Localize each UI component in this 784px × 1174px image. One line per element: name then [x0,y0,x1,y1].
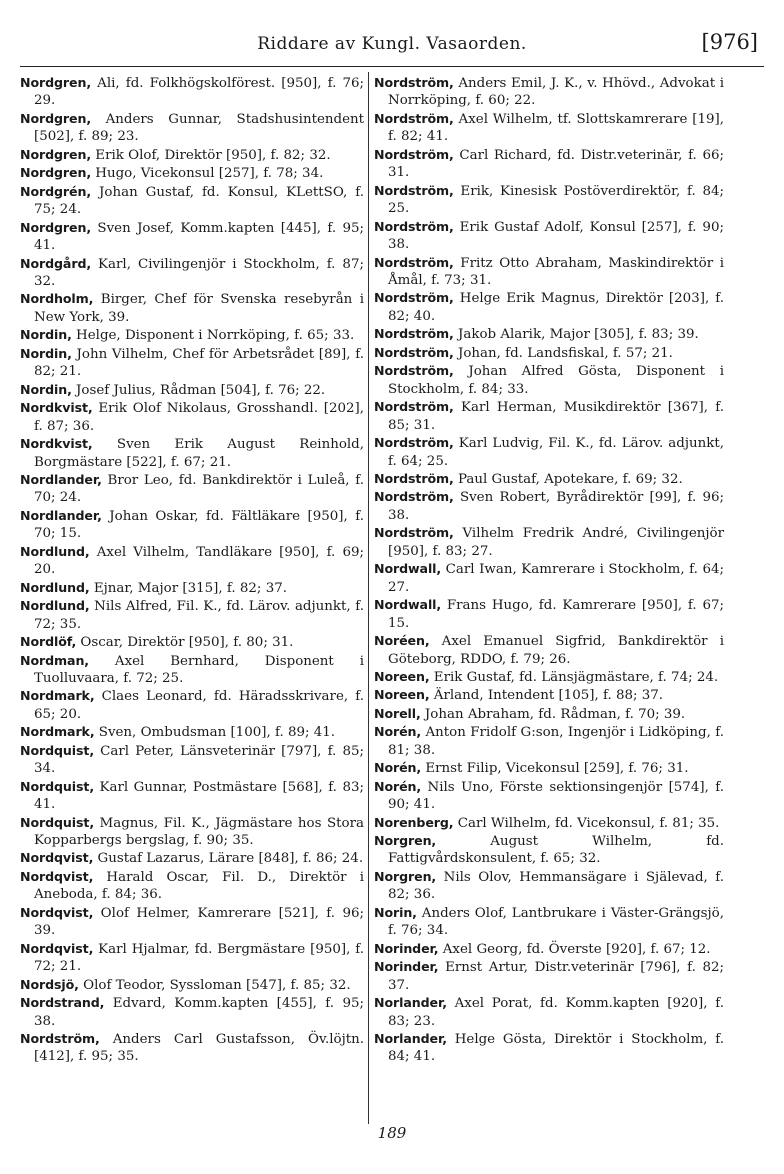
entry-surname: Nordström, [374,489,454,505]
entry-details: Axel Wilhelm, tf. Slottskamrerare [19], f. 82; 41. [388,111,724,145]
entry-surname: Norinder, [374,940,439,956]
entry-details: Carl Richard, fd. Distr.veterinär, f. 66; 31. [388,147,724,181]
entry-details: Sven, Ombudsman [100], f. 89; 41. [94,725,336,741]
register-entry [20,652,364,688]
register-entry [374,832,724,868]
entry-details: Erik, Kinesisk Postöverdirektör, f. 84; 25. [388,183,724,217]
register-entry [20,723,364,741]
entry-details: Josef Julius, Rådman [504], f. 76; 22. [71,382,326,398]
entry-surname: Nordström, [374,146,454,162]
entry-surname: Nordlander, [20,507,102,523]
entry-details: Erik Olof, Direktör [950], f. 82; 32. [91,147,331,163]
entry-details: Gustaf Lazarus, Lärare [848], f. 86; 24. [93,851,364,867]
entry-surname: Norinder, [374,959,439,975]
entry-details: Vilhelm Fredrik André, Civilingenjör [950], f. 83; 27. [388,526,724,559]
entry-details: August Wilhelm, fd. Fattigvårdskonsulent, f. 65; 32. [388,834,724,867]
register-entry [20,543,364,579]
entry-details: Magnus, Fil. K., Jägmästare hos Stora Kopparbergs bergslag, f. 90; 35. [34,815,364,849]
register-entry [374,218,724,254]
register-entry [20,976,364,994]
entry-details: Carl Peter, Länsveterinär [797], f. 85; 34. [34,743,364,777]
entry-surname: Nordquist, [20,814,95,830]
register-entry [374,686,724,704]
entry-surname: Nordqvist, [20,904,94,920]
entry-surname: Nordström, [374,182,454,198]
entry-surname: Nordlund, [20,598,90,614]
register-entry [20,579,364,597]
entry-details: Birger, Chef för Svenska resebyrån i New York, 39. [34,292,364,325]
entry-surname: Norén, [374,724,422,740]
entry-surname: Norgren, [374,868,437,884]
register-entry [374,398,724,434]
register-entry [374,778,724,814]
register-entry [374,994,724,1030]
entry-surname: Nordlund, [20,543,90,559]
entry-details: Frans Hugo, fd. Kamrerare [950], f. 67; 15. [388,598,724,631]
left-column [20,74,364,1066]
entry-surname: Noreen, [374,668,430,684]
register-entry [374,904,724,940]
entry-surname: Nordlund, [20,579,90,595]
entry-surname: Nordkvist, [20,436,93,452]
entry-surname: Nordgren, [20,146,92,162]
register-entry [20,940,364,976]
register-entry [374,110,724,146]
entry-details: Harald Oscar, Fil. D., Direktör i Aneboda, f. 84; 36. [34,869,364,903]
register-entry [20,146,364,164]
entry-surname: Nordwall, [374,561,442,577]
entry-surname: Norén, [374,760,422,776]
entry-surname: Nordquist, [20,742,95,758]
entry-details: Ejnar, Major [315], f. 82; 37. [89,580,287,596]
entry-details: Carl Wilhelm, fd. Vicekonsul, f. 81; 35. [453,815,720,831]
register-entry [374,524,724,560]
entry-details: Sven Josef, Komm.kapten [445], f. 95; 41. [34,220,364,254]
register-entry [374,759,724,777]
register-entry [374,362,724,398]
entry-details: Johan Abraham, fd. Rådman, f. 70; 39. [420,706,686,722]
entry-surname: Nordin, [20,327,72,343]
entry-details: Ernst Filip, Vicekonsul [259], f. 76; 31. [421,761,689,777]
register-entry [374,325,724,343]
entry-surname: Nordström, [374,525,454,541]
entry-details: Axel Emanuel Sigfrid, Bankdirektör i Göteborg, RDDO, f. 79; 26. [388,634,724,667]
entry-surname: Nordholm, [20,291,94,307]
entry-details: Erik Gustaf, fd. Länsjägmästare, f. 74; 24. [429,669,719,685]
entry-surname: Norin, [374,904,417,920]
register-entry [20,219,364,255]
register-entry [374,940,724,958]
entry-surname: Nordström, [374,399,454,415]
entry-details: Karl Herman, Musikdirektör [367], f. 85; 31. [388,400,724,433]
entry-surname: Noréen, [374,633,430,649]
right-column [374,74,724,1066]
entry-details: Ernst Artur, Distr.veterinär [796], f. 82; 37. [388,960,724,993]
register-entry [374,1030,724,1066]
entry-surname: Norgren, [374,833,437,849]
entry-surname: Nordström, [374,75,454,90]
register-entry [374,596,724,632]
entry-surname: Nordqvist, [20,940,94,956]
entry-surname: Nordström, [374,326,454,342]
entry-surname: Norlander, [374,1031,447,1047]
register-entry [20,399,364,435]
entry-surname: Nordlander, [20,471,102,487]
page-number: 189 [377,1124,407,1142]
entry-surname: Nordman, [20,652,89,668]
entry-details: John Vilhelm, Chef för Arbetsrådet [89], f. 82; 21. [34,346,364,380]
entry-details: Karl Gunnar, Postmästare [568], f. 83; 41. [34,779,364,813]
column-divider [368,72,369,1124]
entry-details: Erik Gustaf Adolf, Konsul [257], f. 90; 38. [388,219,724,253]
entry-details: Olof Helmer, Kamrerare [521], f. 96; 39. [34,905,364,939]
register-entry [20,435,364,471]
register-entry [374,814,724,832]
entry-surname: Norlander, [374,995,447,1011]
register-entry [374,344,724,362]
page-code: [976] [701,30,758,54]
entry-details: Sven Erik August Reinhold, Borgmästare [522], f. 67; 21. [34,437,364,470]
entry-details: Fritz Otto Abraham, Maskindirektör i Åmål, f. 73; 31. [388,255,724,288]
entry-surname: Nordström, [374,363,454,379]
register-entry [374,254,724,290]
entry-details: Axel Georg, fd. Överste [920], f. 67; 12. [438,941,711,957]
entry-surname: Nordgren, [20,75,92,90]
entry-details: Jakob Alarik, Major [305], f. 83; 39. [453,327,699,343]
entry-details: Johan Gustaf, fd. Konsul, KLettSO, f. 75; 24. [34,184,364,218]
register-entry [20,74,364,110]
entry-details: Johan Alfred Gösta, Disponent i Stockholm, f. 84; 33. [388,364,724,397]
entry-surname: Norell, [374,705,421,721]
entry-details: Karl Hjalmar, fd. Bergmästare [950], f. 72; 21. [34,941,364,975]
entry-surname: Nordquist, [20,778,95,794]
entry-surname: Nordmark, [20,724,95,740]
entry-surname: Nordin, [20,381,72,397]
register-entry [20,597,364,633]
register-entry [20,183,364,219]
entry-details: Karl Ludvig, Fil. K., fd. Lärov. adjunkt, f. 64; 25. [388,436,724,469]
register-entry [374,289,724,325]
entry-surname: Nordström, [374,218,454,234]
entry-details: Axel Bernhard, Disponent i Tuolluvaara, f. 72; 25. [34,653,364,686]
entry-surname: Nordstrand, [20,995,105,1011]
register-entry [20,1030,364,1066]
register-entry [374,705,724,723]
entry-surname: Norenberg, [374,814,454,830]
entry-details: Helge Gösta, Direktör i Stockholm, f. 84; 41. [388,1032,724,1065]
entry-details: Ali, fd. Folkhögskolförest. [950], f. 76; 29. [34,76,364,109]
register-entry [374,668,724,686]
entry-details: Olof Teodor, Syssloman [547], f. 85; 32. [78,977,351,993]
register-entry [20,994,364,1030]
register-entry [20,507,364,543]
register-entry [20,110,364,146]
entry-details: Nils Olov, Hemmansägare i Själevad, f. 82; 36. [388,869,724,903]
register-entry [20,742,364,778]
entry-surname: Nordström, [374,344,454,360]
entry-details: Nils Alfred, Fil. K., fd. Lärov. adjunkt, f. 72; 35. [34,599,364,632]
entry-surname: Nordström, [374,110,454,126]
entry-surname: Nordqvist, [20,850,94,866]
entry-details: Nils Uno, Förste sektionsingenjör [574], f. 90; 41. [388,779,724,813]
register-entry [20,849,364,867]
register-entry [374,958,724,994]
entry-surname: Nordqvist, [20,868,94,884]
register-entry [374,632,724,668]
entry-details: Johan Oskar, fd. Fältläkare [950], f. 70; 15. [34,508,364,542]
register-entry [374,74,724,110]
register-entry [20,687,364,723]
register-entry [20,814,364,850]
entry-details: Sven Robert, Byrådirektör [99], f. 96; 38. [388,490,724,523]
register-entry [20,471,364,507]
entry-surname: Noreen, [374,687,430,703]
entry-details: Hugo, Vicekonsul [257], f. 78; 34. [91,166,324,182]
entry-details: Ärland, Intendent [105], f. 88; 37. [429,688,664,704]
entry-surname: Nordgård, [20,255,92,271]
entry-details: Axel Vilhelm, Tandläkare [950], f. 69; 20. [34,544,364,578]
entry-details: Claes Leonard, fd. Häradsskrivare, f. 65; 20. [34,689,364,722]
register-entry [374,868,724,904]
entry-details: Edvard, Komm.kapten [455], f. 95; 38. [34,996,364,1029]
entry-details: Paul Gustaf, Apotekare, f. 69; 32. [453,471,683,487]
register-entry [374,434,724,470]
register-entry [20,904,364,940]
entry-details: Helge, Disponent i Norrköping, f. 65; 33. [71,328,355,344]
entry-details: Anders Olof, Lantbrukare i Väster-Grängsjö, f. 76; 34. [388,905,724,939]
entry-details: Bror Leo, fd. Bankdirektör i Luleå, f. 70; 24. [34,472,364,506]
entry-details: Karl, Civilingenjör i Stockholm, f. 87; 32. [34,256,364,289]
entry-surname: Nordwall, [374,597,442,613]
register-entry [20,633,364,651]
register-entry [20,290,364,326]
entry-details: Axel Porat, fd. Komm.kapten [920], f. 83; 23. [388,996,724,1029]
entry-surname: Nordström, [20,1031,100,1047]
register-entry [374,146,724,182]
entry-surname: Nordlöf, [20,634,77,650]
entry-surname: Nordgren, [20,219,92,235]
entry-surname: Nordström, [374,290,454,306]
register-entry [374,182,724,218]
entry-surname: Norén, [374,778,422,794]
entry-details: Anders Carl Gustafsson, Öv.löjtn. [412], f. 95; 35. [34,1032,364,1065]
register-entry [20,778,364,814]
entry-details: Carl Iwan, Kamrerare i Stockholm, f. 64; 27. [388,562,724,595]
register-entry [374,488,724,524]
entry-details: Helge Erik Magnus, Direktör [203], f. 82; 40. [388,291,724,324]
entry-surname: Nordgren, [20,110,92,126]
entry-surname: Nordström, [374,470,454,486]
entry-details: Anders Gunnar, Stadshusintendent [502], f. 89; 23. [34,111,364,145]
register-entry [20,381,364,399]
entry-surname: Nordmark, [20,688,95,704]
entry-details: Johan, fd. Landsfiskal, f. 57; 21. [453,345,673,361]
entry-surname: Nordgrén, [20,183,92,199]
register-entry [374,560,724,596]
register-entry [20,326,364,344]
register-entry [20,164,364,182]
entry-details: Oscar, Direktör [950], f. 80; 31. [76,635,294,651]
register-entry [374,470,724,488]
register-entry [20,868,364,904]
register-entry [374,723,724,759]
entry-surname: Nordkvist, [20,400,93,416]
entry-surname: Nordin, [20,345,72,361]
page-header [20,28,764,64]
entry-details: Erik Olof Nikolaus, Grosshandl. [202], f. 87; 36. [34,401,364,434]
entry-surname: Nordström, [374,254,454,270]
entry-surname: Nordström, [374,435,454,451]
running-title: Riddare av Kungl. Vasaorden. [257,34,527,54]
register-entry [20,345,364,381]
register-entry [20,255,364,291]
entry-surname: Nordgren, [20,165,92,181]
header-rule [20,66,764,67]
entry-details: Anton Fridolf G:son, Ingenjör i Lidköping, f. 81; 38. [388,725,724,758]
entry-surname: Nordsjö, [20,976,79,992]
entry-details: Anders Emil, J. K., v. Hhövd., Advokat i Norrköping, f. 60; 22. [388,76,724,109]
